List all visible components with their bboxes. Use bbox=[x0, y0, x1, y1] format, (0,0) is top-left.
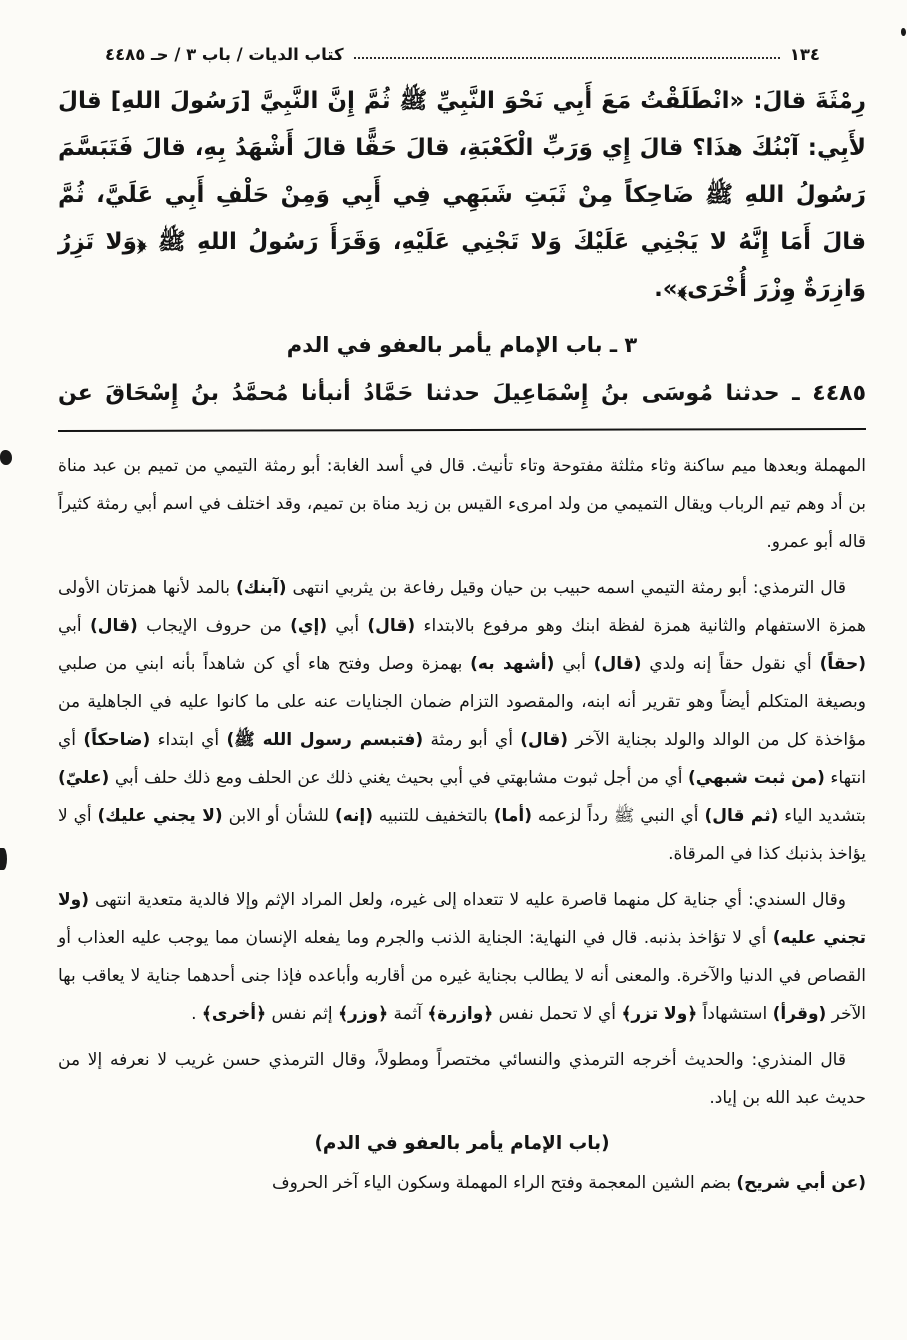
bold-lemma-text: (قال) bbox=[520, 730, 569, 750]
body-text: من حروف الإيجاب bbox=[137, 616, 291, 636]
body-text: استشهاداً bbox=[697, 1004, 773, 1024]
body-text: بهمزة وصل وفتح هاء أي كن شاهداً بأنه ابني من صلبي وبصيغة المتكلم أيضاً وهو تقرير أنه ابنه، والمقصود التزام ضمان الجنايات عنه على ما كانوا عليه في الجاهلية من مؤاخذة كل من الوالد والولد بجناية الآخر bbox=[58, 654, 867, 750]
body-text: أي من أجل ثبوت مشابهتي في أبي بحيث يغني ذلك عن الحلف ومع ذلك حلف أبي bbox=[109, 768, 689, 788]
body-text: أي نقول حقاً إنه ولدي bbox=[641, 654, 820, 674]
bold-lemma-text: (أشهد به) bbox=[470, 654, 555, 674]
footer-commentary-section bbox=[58, 1164, 866, 1202]
body-text: أبي bbox=[58, 616, 90, 636]
body-text: . bbox=[191, 1004, 202, 1024]
bold-lemma-text: (قال) bbox=[593, 654, 642, 674]
edge-ink-mark bbox=[0, 848, 7, 870]
body-text: أي انتهاء bbox=[58, 730, 866, 788]
bold-lemma-text: (إي) bbox=[290, 616, 328, 636]
body-text: أي لا تؤاخذ بذنبه. قال في النهاية: الجناية الذنب والجرم وما يفعله الإنسان مما يوجب عليه العذاب أو القصاص في الدنيا والآخرة. والمعنى أنه لا يطالب بجناية غيره من أقاربه وأباعده فإذا جنى أحدهما جناية لا يعاقب بها الآخر bbox=[58, 928, 866, 1024]
bold-lemma-text: (ولا تجني عليه) bbox=[58, 890, 867, 948]
commentary-paragraph bbox=[58, 447, 866, 561]
body-text: أي لا يؤاخذ بذنبك كذا في المرقاة. bbox=[58, 806, 866, 864]
commentary-section bbox=[58, 447, 866, 1117]
body-text: أبي bbox=[554, 654, 594, 674]
bold-lemma-text: ﴿ولا تزر﴾ bbox=[621, 1004, 698, 1024]
bold-lemma-text: (قال) bbox=[89, 616, 138, 636]
section-divider bbox=[58, 428, 866, 432]
body-text: أي لا تحمل نفس bbox=[493, 1004, 622, 1024]
page-number: ١٣٤ bbox=[789, 45, 820, 64]
body-text: قال الترمذي: أبو رمثة التيمي اسمه حبيب بن حيان وقيل رفاعة بن يثربي انتهى bbox=[286, 578, 846, 598]
body-text: أبي bbox=[327, 616, 368, 636]
bold-lemma-text: (قال) bbox=[367, 616, 416, 636]
bold-lemma-text: ﴿وازرة﴾ bbox=[427, 1004, 494, 1024]
hadith-matn-block bbox=[58, 78, 866, 313]
body-text: وقال السندي: أي جناية كل منهما قاصرة عليه لا تتعداه إلى غيره، ولعل المراد الإثم وإلا فالدية متعدية انتهى bbox=[89, 890, 846, 910]
bold-lemma-text: (عن أبي شريح) bbox=[736, 1173, 866, 1193]
dotted-leader bbox=[354, 57, 780, 59]
hadith-matn-text: رِمْثَةَ قالَ: «انْطَلَقْتُ مَعَ أَبِي نَحْوَ النَّبِيِّ ﷺ ثُمَّ إِنَّ النَّبِيَّ [رَسُولَ اللهِ] قالَ لأَبِي: آبْنُكَ هذَا؟ قالَ إِي وَرَبِّ الْكَعْبَةِ، قالَ حَقًّا قالَ أَشْهَدُ بِهِ، قالَ فَتَبَسَّمَ رَسُولُ اللهِ ﷺ ضَاحِكاً مِنْ ثَبَتِ شَبَهِي فِي أَبِي وَمِنْ حَلْفِ أَبِي عَلَيَّ، ثُمَّ قالَ أَمَا إِنَّهُ لا يَجْنِي عَلَيْكَ وَلا تَجْنِي عَلَيْهِ، وَقَرَأَ رَسُولُ اللهِ ﷺ ﴿وَلا تَزِرُ وَازِرَةٌ وِزْرَ أُخْرَى﴾». bbox=[58, 88, 866, 302]
bold-lemma-text: (حقاً) bbox=[819, 654, 866, 674]
body-text: بضم الشين المعجمة وفتح الراء المهملة وسكون الياء آخر الحروف bbox=[271, 1173, 737, 1193]
footer-paragraph bbox=[58, 1164, 866, 1202]
bold-lemma-text: (أما) bbox=[493, 806, 532, 826]
edge-ink-mark bbox=[901, 28, 906, 36]
bold-lemma-text: (ضاحكاً) bbox=[83, 730, 151, 750]
hadith-isnad-line: ٤٤٨٥ ـ حدثنا مُوسَى بنُ إِسْمَاعِيلَ حدثنا حَمَّادُ أنبأنا مُحمَّدُ بنُ إِسْحَاقَ عن bbox=[58, 381, 866, 406]
bold-lemma-text: (آبنك) bbox=[235, 578, 287, 598]
body-text: بتشديد الياء bbox=[778, 806, 866, 826]
commentary-paragraph bbox=[58, 569, 866, 873]
body-text: أي النبي ﷺ رداً لزعمه bbox=[531, 806, 705, 826]
body-text: إثم نفس bbox=[266, 1004, 339, 1024]
body-text: قال المنذري: والحديث أخرجه الترمذي والنسائي مختصراً ومطولاً، وقال الترمذي حسن غريب لا نعرفه إلا من حديث عبد الله بن إياد. bbox=[58, 1050, 866, 1108]
bold-lemma-text: ﴿وزر﴾ bbox=[338, 1004, 389, 1024]
bold-lemma-text: ﴿أخرى﴾ bbox=[201, 1004, 267, 1024]
body-text: أي ابتداء bbox=[150, 730, 227, 750]
bold-lemma-text: (وقرأ) bbox=[772, 1004, 827, 1024]
header-chapter-title: كتاب الديات / باب ٣ / حـ ٤٤٨٥ bbox=[105, 45, 344, 64]
bold-lemma-text: (لا يجني عليك) bbox=[97, 806, 223, 826]
chapter-heading: ٣ ـ باب الإمام يأمر بالعفو في الدم bbox=[286, 333, 638, 357]
bold-lemma-text: (عليّ) bbox=[58, 768, 110, 788]
bold-lemma-text: (من ثبت شبهي) bbox=[688, 768, 825, 788]
body-text: المهملة وبعدها ميم ساكنة وثاء مثلثة مفتوحة وتاء تأنيث. قال في أسد الغابة: أبو رمثة التيمي من تميم بن عبد مناة بن أد وهم تيم الرباب ويقال التميمي من ولد امرىء القيس بن زيد مناة بن تميم، وقد اختلف في اسم أبي رمثة كثيراً قاله أبو عمرو. bbox=[58, 456, 866, 552]
bold-lemma-text: (إنه) bbox=[334, 806, 374, 826]
body-text: آثمة bbox=[388, 1004, 428, 1024]
running-header bbox=[58, 34, 866, 64]
body-text: بالتخفيف للتنبيه bbox=[373, 806, 494, 826]
body-text: أي أبو رمثة bbox=[423, 730, 521, 750]
bold-lemma-text: (ثم قال) bbox=[704, 806, 779, 826]
body-text: بالمد لأنها همزتان الأولى همزة الاستفهام والثانية همزة لفظة ابنك وهو مرفوع بالابتداء bbox=[58, 578, 866, 636]
bold-lemma-text: (فتبسم رسول الله ﷺ) bbox=[226, 730, 424, 750]
footer-chapter-heading: (باب الإمام يأمر بالعفو في الدم) bbox=[314, 1133, 610, 1154]
edge-ink-mark bbox=[0, 450, 12, 465]
commentary-paragraph bbox=[58, 881, 866, 1033]
commentary-paragraph bbox=[58, 1041, 866, 1117]
body-text: للشأن أو الابن bbox=[222, 806, 335, 826]
